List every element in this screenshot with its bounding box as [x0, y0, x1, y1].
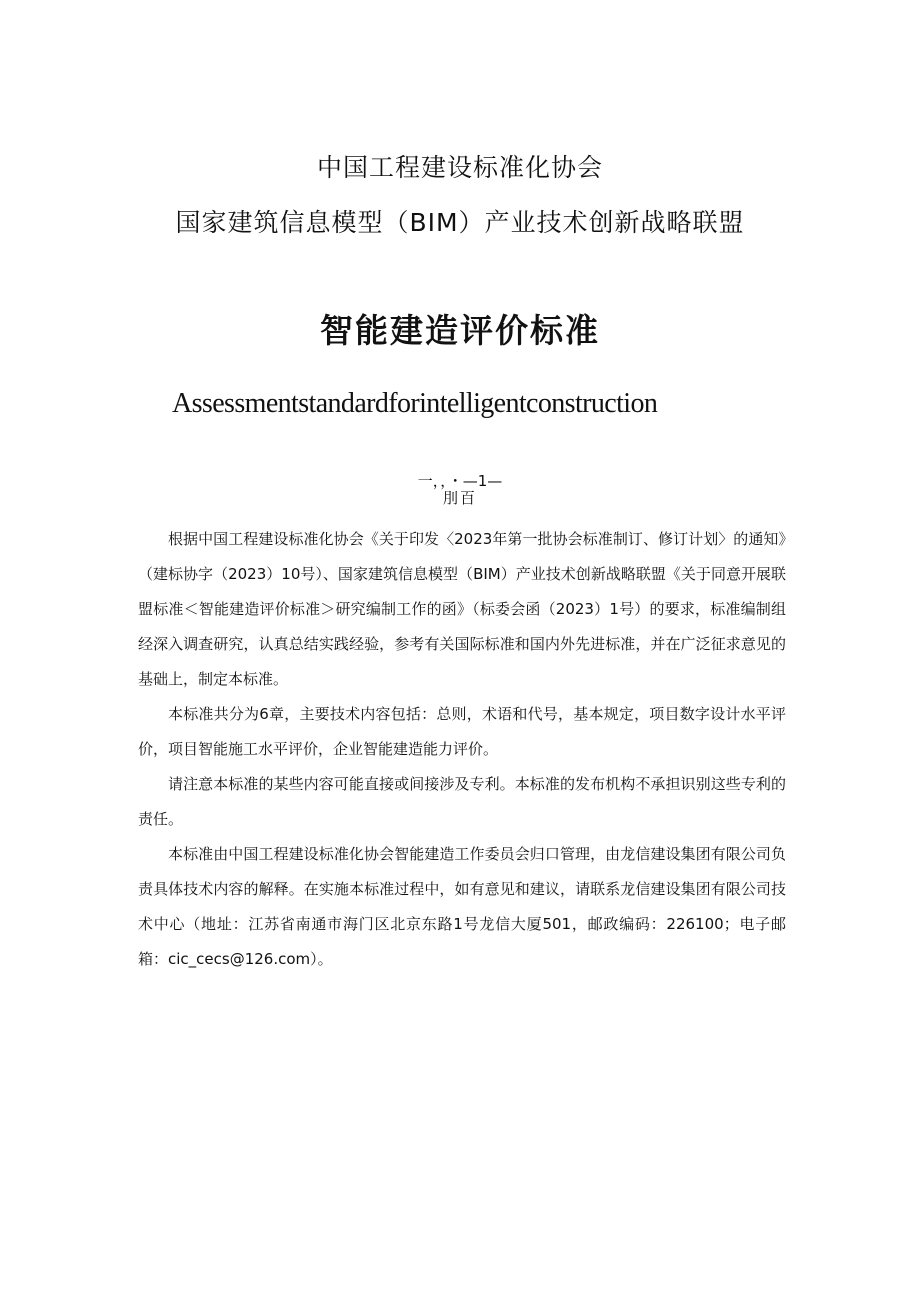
preface-heading: 刖百 — [442, 489, 477, 507]
issuing-organization-1: 中国工程建设标准化协会 — [316, 153, 603, 182]
preface-paragraph-patent: 请注意本标准的某些内容可能直接或间接涉及专利。本标准的发布机构不承担识别这些专利的责任。 — [138, 775, 786, 828]
page-mark: 一，，・—1— — [417, 472, 503, 490]
preface-paragraph-contact: 本标准由中国工程建设标准化协会智能建造工作委员会归口管理，由龙信建设集团有限公司负责具体技术内容的解释。在实施本标准过程中，如有意见和建议，请联系龙信建设集团有限公司技术中心（地址：江苏省南通市海门区北京东路1号龙信大厦501，邮政编码：226100；电子邮箱：cic_cecs@126.com）。 — [138, 845, 786, 968]
preface-paragraph-basis: 根据中国工程建设标准化协会《关于印发〈2023年第一批协会标准制订、修订计划〉的通知》（建标协字（2023）10号）、国家建筑信息模型（BIM）产业技术创新战略联盟《关于同意开展联盟标准＜智能建造评价标准＞研究编制工作的函》（标委会函（2023）1号）的要求，标准编制组经深入调查研究，认真总结实践经验，参考有关国际标准和国内外先进标准，并在广泛征求意见的基础上，制定本标准。 — [138, 530, 786, 688]
issuing-organization-2: 国家建筑信息模型（BIM）产业技术创新战略联盟 — [175, 208, 745, 237]
standard-title-english: Assessmentstandardforintelligentconstruction — [172, 388, 658, 419]
preface-body — [138, 522, 786, 977]
standard-title-chinese: 智能建造评价标准 — [320, 311, 600, 350]
preface-paragraph-contents: 本标准共分为6章，主要技术内容包括：总则，术语和代号，基本规定，项目数字设计水平评价，项目智能施工水平评价，企业智能建造能力评价。 — [138, 705, 786, 758]
